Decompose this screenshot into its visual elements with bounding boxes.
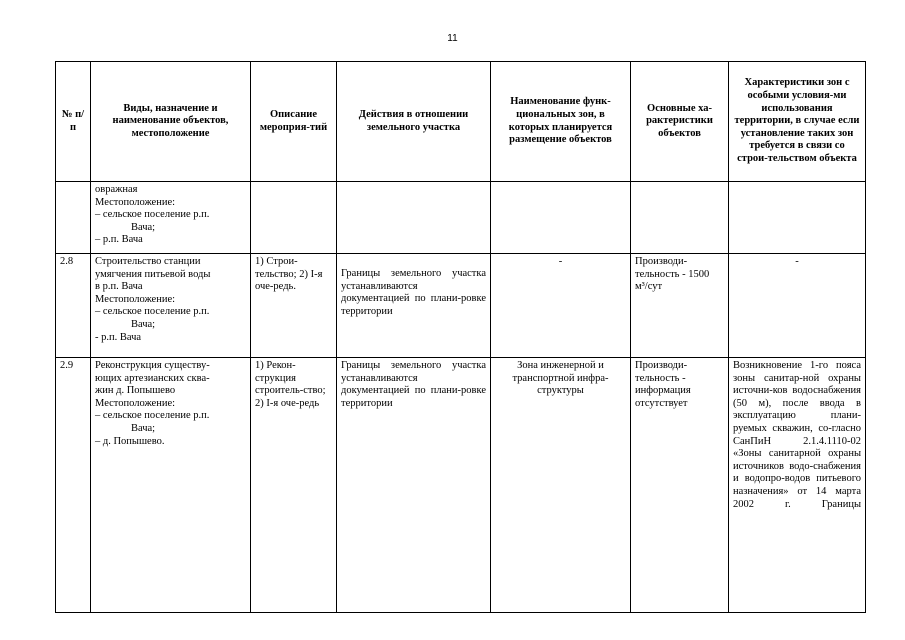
object-line: Вача;: [131, 221, 156, 233]
object-line: – сельское поселение р.п.: [95, 209, 210, 221]
row-actions: Границы земельного участка устанавливаются документацией по плани-ровке территории: [337, 254, 491, 358]
row-measures: 1) Рекон-струкция строитель-ство; 2) I-я оче-редь: [251, 358, 337, 613]
row-actions: Границы земельного участка устанавливаются документацией по плани-ровке территории: [337, 358, 491, 613]
row-num: 2.9: [56, 358, 91, 613]
object-line: Вача;: [131, 318, 156, 330]
row-measures: [251, 182, 337, 254]
object-line: Местоположение:: [95, 293, 176, 305]
object-line: – д. Попышево.: [95, 435, 165, 447]
row-special-zones: [729, 182, 866, 254]
row-object: [91, 358, 251, 613]
object-line: Местоположение:: [95, 196, 176, 208]
object-line: овражная: [95, 184, 138, 195]
row-characteristics: Производи-тельность - 1500 м³/сут: [631, 254, 729, 358]
header-object: Виды, назначение и наименование объектов, местоположение: [91, 62, 251, 182]
row-zones: Зона инженерной и транспортной инфра-структуры: [491, 358, 631, 613]
row-zones: [491, 182, 631, 254]
row-object: [91, 254, 251, 358]
header-actions: Действия в отношении земельного участка: [337, 62, 491, 182]
row-special-zones: Возникновение 1-го пояса зоны санитар-ной охраны источни-ков водоснабжения (50 м), после ввода в эксплуатацию плани-руемых скважин, со-гласно СанПиН 2.1.4.1110-02 «Зоны санитарной охраны источников водо-снабжения и водопро-водов питьевого назначения» от 14 марта 2002 г. Границы: [729, 358, 866, 613]
header-zones: Наименование функ-циональных зон, в которых планируется размещение объектов: [491, 62, 631, 182]
table-row: [56, 254, 866, 358]
object-line: - р.п. Вача: [95, 331, 142, 343]
page-number: 11: [447, 33, 458, 44]
object-line: – р.п. Вача: [95, 234, 143, 246]
header-characteristics: Основные ха-рактеристики объектов: [631, 62, 729, 182]
object-line: Местоположение:: [95, 397, 176, 409]
object-line: жин д. Попышево: [95, 385, 176, 397]
row-measures: 1) Строи-тельство; 2) I-я оче-редь.: [251, 254, 337, 358]
object-line: Реконструкция существу-: [95, 360, 210, 371]
header-num: № п/п: [56, 62, 91, 182]
header-special-zones: Характеристики зон с особыми условия-ми использования территории, в случае если установление таких зон требуется в связи со строи-тельством объекта: [729, 62, 866, 182]
document-table: [55, 61, 866, 613]
row-characteristics: Производи-тельность - информация отсутствует: [631, 358, 729, 613]
table-header-row: [56, 62, 866, 182]
row-object: [91, 182, 251, 254]
table-row: [56, 358, 866, 613]
object-line: ющих артезианских сква-: [95, 372, 210, 384]
row-special-zones: -: [729, 254, 866, 358]
row-num: 2.8: [56, 254, 91, 358]
object-line: Строительство станции: [95, 256, 201, 267]
row-num: [56, 182, 91, 254]
row-actions: [337, 182, 491, 254]
object-line: Вача;: [131, 422, 156, 434]
row-characteristics: [631, 182, 729, 254]
object-line: – сельское поселение р.п.: [95, 410, 210, 422]
object-line: в р.п. Вача: [95, 281, 143, 293]
table-row: [56, 182, 866, 254]
row-zones: -: [491, 254, 631, 358]
object-line: – сельское поселение р.п.: [95, 306, 210, 318]
object-line: умягчения питьевой воды: [95, 268, 211, 280]
header-measures: Описание мероприя-тий: [251, 62, 337, 182]
